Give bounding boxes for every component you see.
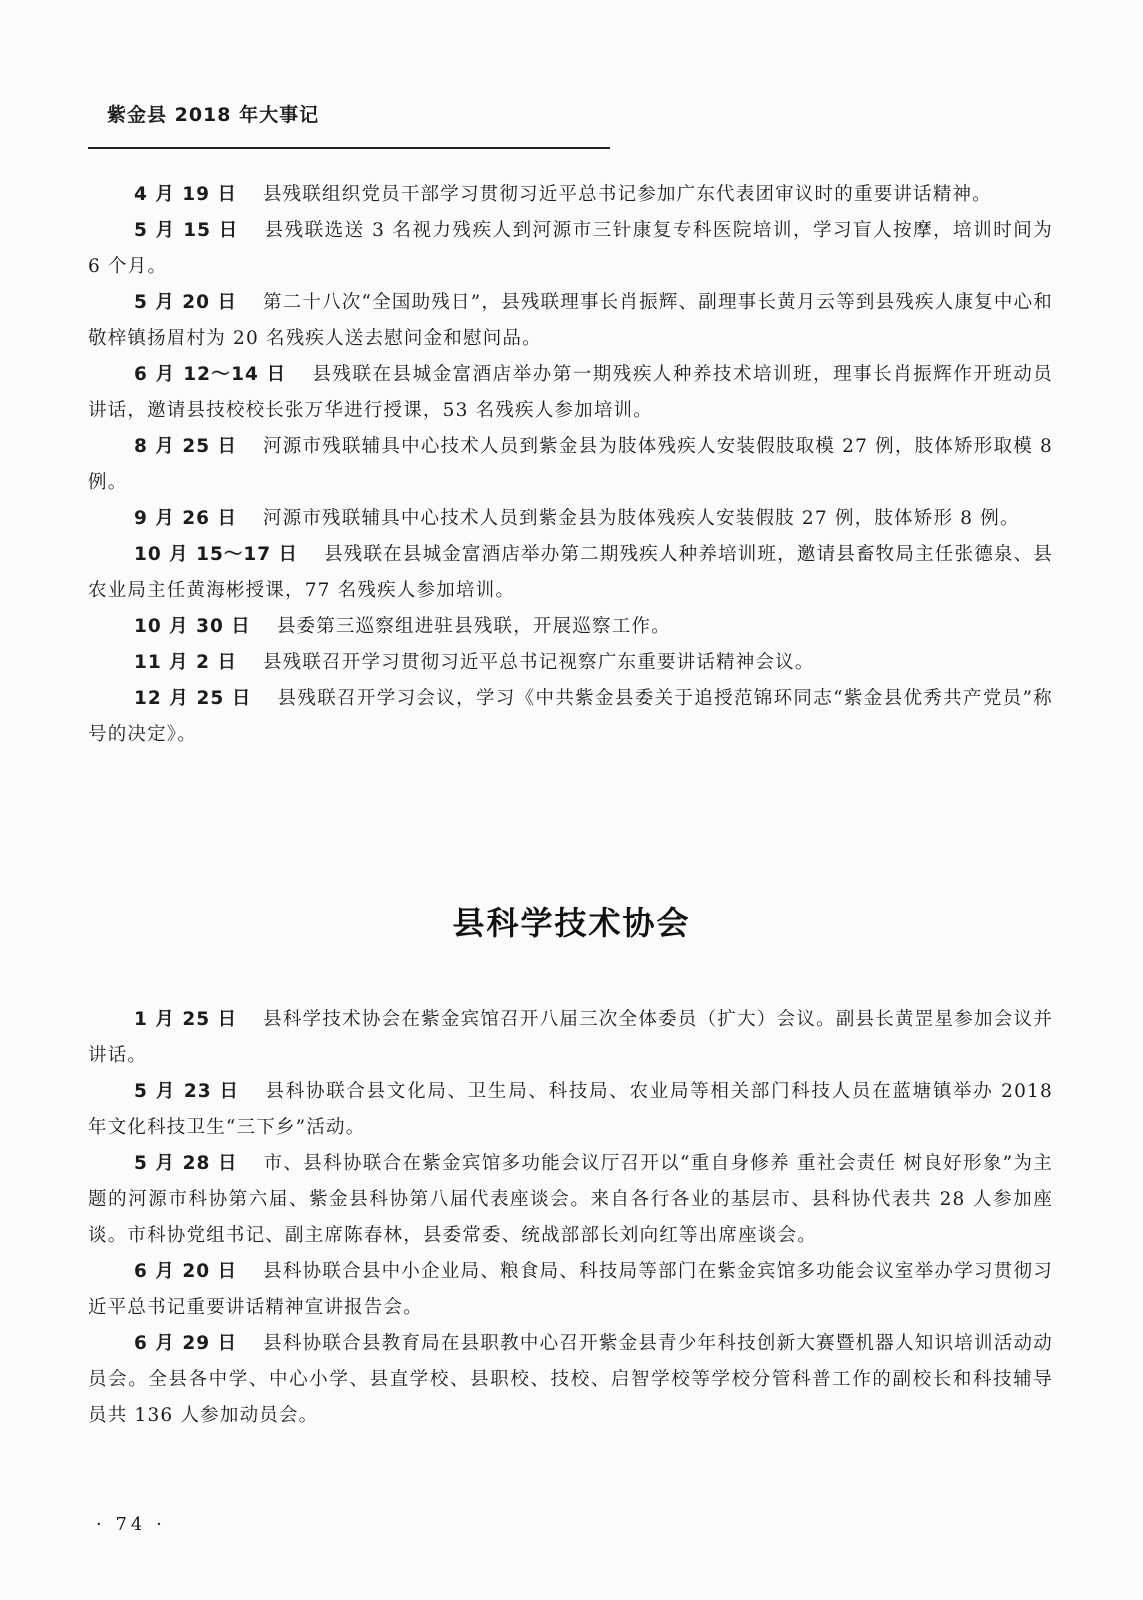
event-text: 县残联选送 3 名视力残疾人到河源市三针康复专科医院培训，学习盲人按摩，培训时间为 6 个月。	[88, 220, 1053, 277]
event-entry	[88, 285, 1053, 357]
event-entry	[88, 357, 1053, 429]
event-entry	[88, 1074, 1053, 1146]
event-entry	[88, 177, 1053, 213]
running-header: 紫金县 2018 年大事记	[107, 104, 320, 126]
event-date: 12 月 25 日	[134, 688, 252, 709]
event-date: 9 月 26 日	[134, 508, 237, 529]
section-disabled-persons-federation	[88, 177, 1053, 753]
event-text: 第二十八次“全国助残日”，县残联理事长肖振辉、副理事长黄月云等到县残疾人康复中心和敬梓镇扬眉村为 20 名残疾人送去慰问金和慰问品。	[88, 292, 1053, 349]
event-date: 4 月 19 日	[134, 184, 237, 205]
event-entry	[88, 429, 1053, 501]
event-entry	[88, 1326, 1053, 1434]
event-date: 6 月 12～14 日	[134, 364, 287, 385]
event-date: 11 月 2 日	[134, 652, 237, 673]
event-text: 河源市残联辅具中心技术人员到紫金县为肢体残疾人安装假肢取模 27 例，肢体矫形取模 8 例。	[88, 436, 1053, 493]
section-science-association	[88, 1002, 1053, 1434]
header-rule	[88, 147, 610, 149]
event-text: 县科协联合县文化局、卫生局、科技局、农业局等相关部门科技人员在蓝塘镇举办 2018 年文化科技卫生“三下乡”活动。	[88, 1081, 1053, 1138]
event-date: 5 月 15 日	[134, 220, 239, 241]
section-title: 县科学技术协会	[452, 904, 691, 942]
event-date: 5 月 23 日	[134, 1081, 240, 1102]
event-date: 8 月 25 日	[134, 436, 238, 457]
event-date: 5 月 20 日	[134, 292, 237, 313]
page-number: · 74 ·	[96, 1514, 166, 1535]
event-date: 6 月 20 日	[134, 1261, 238, 1282]
event-text: 河源市残联辅具中心技术人员到紫金县为肢体残疾人安装假肢 27 例，肢体矫形 8 例。	[262, 508, 1020, 529]
event-entry	[88, 213, 1053, 285]
event-entry	[88, 1146, 1053, 1254]
event-text: 县科协联合县教育局在县职教中心召开紫金县青少年科技创新大赛暨机器人知识培训活动动员会。全县各中学、中心小学、县直学校、县职校、技校、启智学校等学校分管科普工作的副校长和科技辅导员共 136 人参加动员会。	[88, 1333, 1053, 1426]
event-date: 6 月 29 日	[134, 1333, 238, 1354]
event-date: 10 月 30 日	[134, 616, 251, 637]
event-text: 县残联在县城金富酒店举办第二期残疾人种养培训班，邀请县畜牧局主任张德泉、县农业局主任黄海彬授课，77 名残疾人参加培训。	[88, 544, 1053, 601]
event-text: 县残联组织党员干部学习贯彻习近平总书记参加广东代表团审议时的重要讲话精神。	[262, 184, 992, 205]
event-date: 5 月 28 日	[134, 1153, 238, 1174]
event-entry	[88, 537, 1053, 609]
event-entry	[88, 1254, 1053, 1326]
event-entry	[88, 681, 1053, 753]
event-entry	[88, 501, 1053, 537]
event-date: 1 月 25 日	[134, 1009, 238, 1030]
event-text: 市、县科协联合在紫金宾馆多功能会议厅召开以“重自身修养 重社会责任 树良好形象”为主题的河源市科协第六届、紫金县科协第八届代表座谈会。来自各行各业的基层市、县科协代表共 28 人参加座谈。市科协党组书记、副主席陈春林，县委常委、统战部部长刘向红等出席座谈会。	[88, 1153, 1053, 1246]
event-text: 县残联召开学习会议，学习《中共紫金县委关于追授范锦环同志“紫金县优秀共产党员”称号的决定》。	[88, 688, 1054, 745]
event-date: 10 月 15～17 日	[134, 544, 299, 565]
event-text: 县委第三巡察组进驻县残联，开展巡察工作。	[276, 616, 671, 637]
event-entry	[88, 645, 1053, 681]
event-text: 县残联召开学习贯彻习近平总书记视察广东重要讲话精神会议。	[262, 652, 815, 673]
event-text: 县科学技术协会在紫金宾馆召开八届三次全体委员（扩大）会议。副县长黄罡星参加会议并讲话。	[88, 1009, 1053, 1066]
event-text: 县残联在县城金富酒店举办第一期残疾人种养技术培训班，理事长肖振辉作开班动员讲话，邀请县技校校长张万华进行授课，53 名残疾人参加培训。	[88, 364, 1053, 421]
event-text: 县科协联合县中小企业局、粮食局、科技局等部门在紫金宾馆多功能会议室举办学习贯彻习近平总书记重要讲话精神宣讲报告会。	[88, 1261, 1053, 1318]
event-entry	[88, 609, 1053, 645]
event-entry	[88, 1002, 1053, 1074]
